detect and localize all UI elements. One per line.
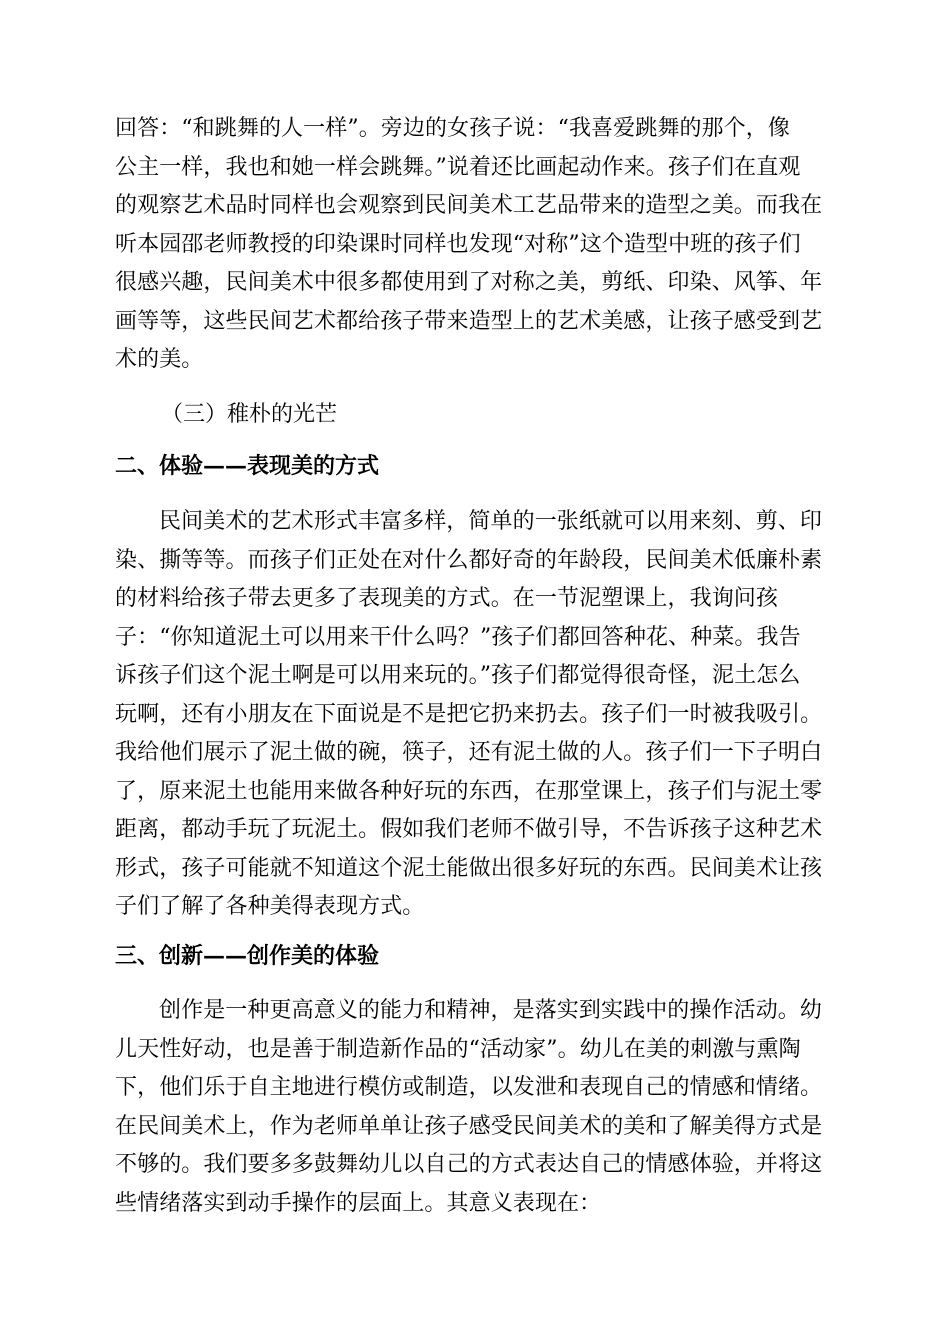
paragraph-experience bbox=[115, 503, 835, 927]
text-line: 的观察艺术品时同样也会观察到民间美术工艺品带来的造型之美。而我在 bbox=[115, 193, 823, 218]
text-line: 很感兴趣，民间美术中很多都使用到了对称之美，剪纸、印染、风筝、年 bbox=[115, 270, 823, 295]
text-line: 我给他们展示了泥土做的碗，筷子，还有泥土做的人。孩子们一下子明白 bbox=[115, 740, 823, 765]
text-line: 儿天性好动，也是善于制造新作品的“活动家”。幼儿在美的刺激与熏陶 bbox=[115, 1036, 801, 1062]
text-line: 回答：“和跳舞的人一样”。旁边的女孩子说：“我喜爱跳舞的那个，像 bbox=[115, 116, 790, 141]
text-line: 距离，都动手玩了玩泥土。假如我们老师不做引导，不告诉孩子这种艺术 bbox=[115, 817, 823, 842]
text-line: 染、撕等等。而孩子们正处在对什么都好奇的年龄段，民间美术低廉朴素 bbox=[115, 547, 823, 573]
text-line: 公主一样，我也和她一样会跳舞。”说着还比画起动作来。孩子们在直观 bbox=[115, 154, 801, 180]
text-line: 玩啊，还有小朋友在下面说是不是把它扔来扔去。孩子们一时被我吸引。 bbox=[115, 701, 823, 727]
text-line: 了，原来泥土也能用来做各种好玩的东西，在那堂课上，孩子们与泥土零 bbox=[115, 778, 823, 804]
text-line: 画等等，这些民间艺术都给孩子带来造型上的艺术美感，让孩子感受到艺 bbox=[115, 308, 823, 334]
text-line: 民间美术的艺术形式丰富多样，简单的一张纸就可以用来刻、剪、印 bbox=[159, 509, 823, 534]
paragraph-continuation bbox=[115, 110, 835, 380]
text-line: 些情绪落实到动手操作的层面上。其意义表现在： bbox=[115, 1190, 602, 1216]
text-line: 创作是一种更高意义的能力和精神，是落实到实践中的操作活动。幼 bbox=[159, 998, 823, 1023]
text-line: 术的美。 bbox=[115, 347, 204, 372]
text-line: 子：“你知道泥土可以用来干什么吗？”孩子们都回答种花、种菜。我告 bbox=[115, 624, 801, 650]
section-heading-2: 二、体验——表现美的方式 bbox=[115, 453, 380, 479]
text-line: 诉孩子们这个泥土啊是可以用来玩的。”孩子们都觉得很奇怪，泥土怎么 bbox=[115, 663, 801, 688]
text-line: 在民间美术上，作为老师单单让孩子感受民间美术的美和了解美得方式是 bbox=[115, 1113, 823, 1139]
text-line: 不够的。我们要多多鼓舞幼儿以自己的方式表达自己的情感体验，并将这 bbox=[115, 1152, 823, 1177]
subsection-heading: （三）稚朴的光芒 bbox=[161, 402, 338, 427]
text-line: 形式，孩子可能就不知道这个泥土能做出很多好玩的东西。民间美术让孩 bbox=[115, 855, 823, 881]
text-line: 子们了解了各种美得表现方式。 bbox=[115, 894, 425, 919]
text-line: 听本园邵老师教授的印染课时同样也发现“对称”这个造型中班的孩子们 bbox=[115, 231, 801, 257]
text-line: 下，他们乐于自主地进行模仿或制造，以发泄和表现自己的情感和情绪。 bbox=[115, 1075, 823, 1100]
section-heading-3: 三、创新——创作美的体验 bbox=[115, 943, 380, 969]
paragraph-creation bbox=[115, 992, 835, 1223]
text-line: 的材料给孩子带去更多了表现美的方式。在一节泥塑课上，我询问孩 bbox=[115, 586, 779, 611]
